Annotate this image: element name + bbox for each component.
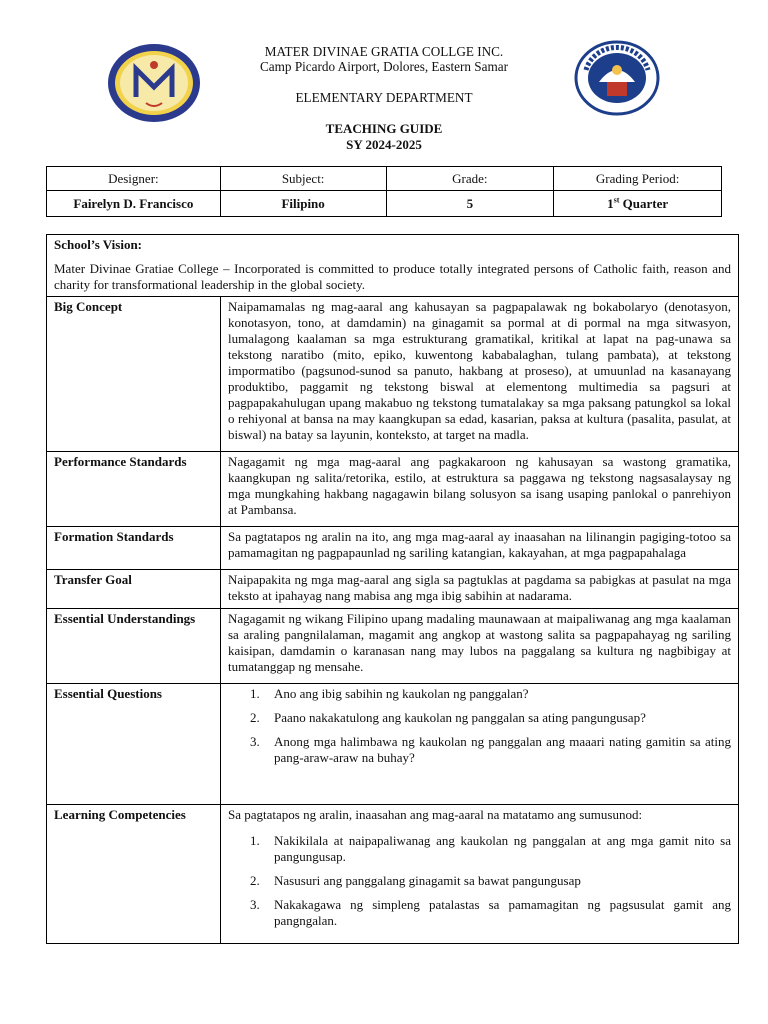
essential-questions-label: Essential Questions — [47, 683, 221, 804]
learning-competencies-list — [250, 833, 731, 929]
performance-standards-row — [47, 451, 739, 526]
subject-value: Filipino — [220, 191, 386, 217]
essential-understandings-row — [47, 608, 739, 683]
grading-period-label: Grading Period: — [554, 167, 722, 191]
formation-standards-row — [47, 526, 739, 569]
document-header — [0, 0, 768, 160]
learning-competencies-label: Learning Competencies — [47, 804, 221, 943]
college-seal-logo — [106, 43, 202, 123]
transfer-goal-text: Naipapakita ng mga mag-aaral ang sigla sa pagtuklas at pagdama sa pabigkas at pasulat na mga teksto at ipahayag nang mabisa ang mga ibig sabihin at nadarama. — [221, 569, 739, 608]
deped-seal-logo — [574, 40, 660, 116]
transfer-goal-label: Transfer Goal — [47, 569, 221, 608]
big-concept-label: Big Concept — [47, 296, 221, 451]
school-address: Camp Picardo Airport, Dolores, Eastern Samar — [260, 59, 508, 74]
formation-standards-label: Formation Standards — [47, 526, 221, 569]
teaching-guide-table — [46, 234, 739, 944]
vision-title: School’s Vision: — [54, 237, 143, 252]
vision-row — [47, 235, 739, 297]
subject-label: Subject: — [220, 167, 386, 191]
essential-questions-row — [47, 683, 739, 804]
info-table — [46, 166, 722, 217]
vision-text: Mater Divinae Gratiae College – Incorporated is committed to produce totally integrated persons of Catholic faith, reason and charity for transformational leadership in the global society. — [54, 260, 731, 292]
list-item: 3. Anong mga halimbawa ng kaukolan ng panggalan ang maaari nating gamitin sa ating pang-araw-araw na buhay? — [250, 733, 731, 765]
list-item: 1. Nakikilala at naipapaliwanag ang kaukolan ng panggalan at ang mga gamit nito sa pangungusap. — [250, 832, 731, 864]
essential-understandings-text: Nagagamit ng wikang Filipino upang madaling maunawaan at maipaliwanag ang mga kaalaman sa araling pangnilalaman, magamit ang angkop at wastong salita sa pagpapahayag ng sariling kaisipan, damdamin o karanasan nang may lubos na paggalang sa kultura ng nagbibigay at tumatanggap ng mensahe. — [221, 608, 739, 683]
list-item: 1. Ano ang ibig sabihin ng kaukolan ng panggalan? — [250, 685, 529, 701]
list-item: 2. Nasusuri ang panggalang ginagamit sa bawat pangungusap — [250, 872, 581, 888]
designer-value: Fairelyn D. Francisco — [47, 191, 221, 217]
performance-standards-label: Performance Standards — [47, 451, 221, 526]
learning-competencies-intro: Sa pagtatapos ng aralin, inaasahan ang mag-aaral na matatamo ang sumusunod: — [228, 806, 643, 822]
big-concept-text: Naipamamalas ng mag-aaral ang kahusayan sa pagpapalawak ng bokabolaryo (denotasyon, konotasyon, tono, at damdamin) na ginagamit sa pormal at di pormal na mga sitwasyon, lumalagong kaalaman sa mga estrukturang gramatikal, kritikal at lapat na pag-unawa sa tekstong naratibo (mito, epiko, kuwentong kababalaghan, tulang pambata), at tekstong impormatibo (pagsunod-sunod sa panuto, hakbang at proseso), at umuunlad na kasanayang produktibo, paggamit ng tekstong biswal at elementong multimedia sa pagsuri at pagpapakahulugan upang makabuo ng tekstong tumatalakay sa mga paksang patungkol sa lokal o rehiyonal at bansa na may kaangkupan sa edad, kasarian, paksa at kultura (pasalita, pasulat, at biswal) na batay sa layunin, konteksto, at target na madla. — [221, 296, 739, 451]
school-year: SY 2024-2025 — [346, 137, 422, 152]
big-concept-row — [47, 296, 739, 451]
grade-label: Grade: — [386, 167, 554, 191]
grading-period-value: 1st Quarter — [554, 191, 722, 217]
department-title: ELEMENTARY DEPARTMENT — [295, 90, 473, 105]
school-name: MATER DIVINAE GRATIA COLLGE INC. — [264, 44, 504, 59]
list-item: 3. Nakakagawa ng simpleng patalastas sa pamamagitan ng pagsusulat gamit ang pangngalan. — [250, 896, 731, 928]
learning-competencies-cell — [221, 804, 739, 943]
list-item: 2. Paano nakakatulong ang kaukolan ng panggalan sa ating pangungusap? — [250, 709, 646, 725]
grade-value: 5 — [386, 191, 554, 217]
essential-questions-list — [250, 686, 731, 766]
guide-title: TEACHING GUIDE — [325, 121, 443, 136]
formation-standards-text: Sa pagtatapos ng aralin na ito, ang mga mag-aaral ay inaasahan na lilinangin pagiging-totoo sa pamamagitan ng pagpapaunlad ng sariling katangian, kakayahan, at mga pagpapahalaga — [221, 526, 739, 569]
essential-understandings-label: Essential Understandings — [47, 608, 221, 683]
designer-label: Designer: — [47, 167, 221, 191]
transfer-goal-row — [47, 569, 739, 608]
performance-standards-text: Nagagamit ng mga mag-aaral ang pagkakaroon ng kahusayan sa wastong gramatika, kaangkupan ng salita/retorika, estilo, at estruktura sa paggawa ng tekstong nagsasalaysay ng mga mungkahing hakbang nagagawin bilang solusyon sa isang usaping panlokal o panrehiyon at Pambansa. — [221, 451, 739, 526]
essential-questions-cell — [221, 683, 739, 804]
learning-competencies-row — [47, 804, 739, 943]
